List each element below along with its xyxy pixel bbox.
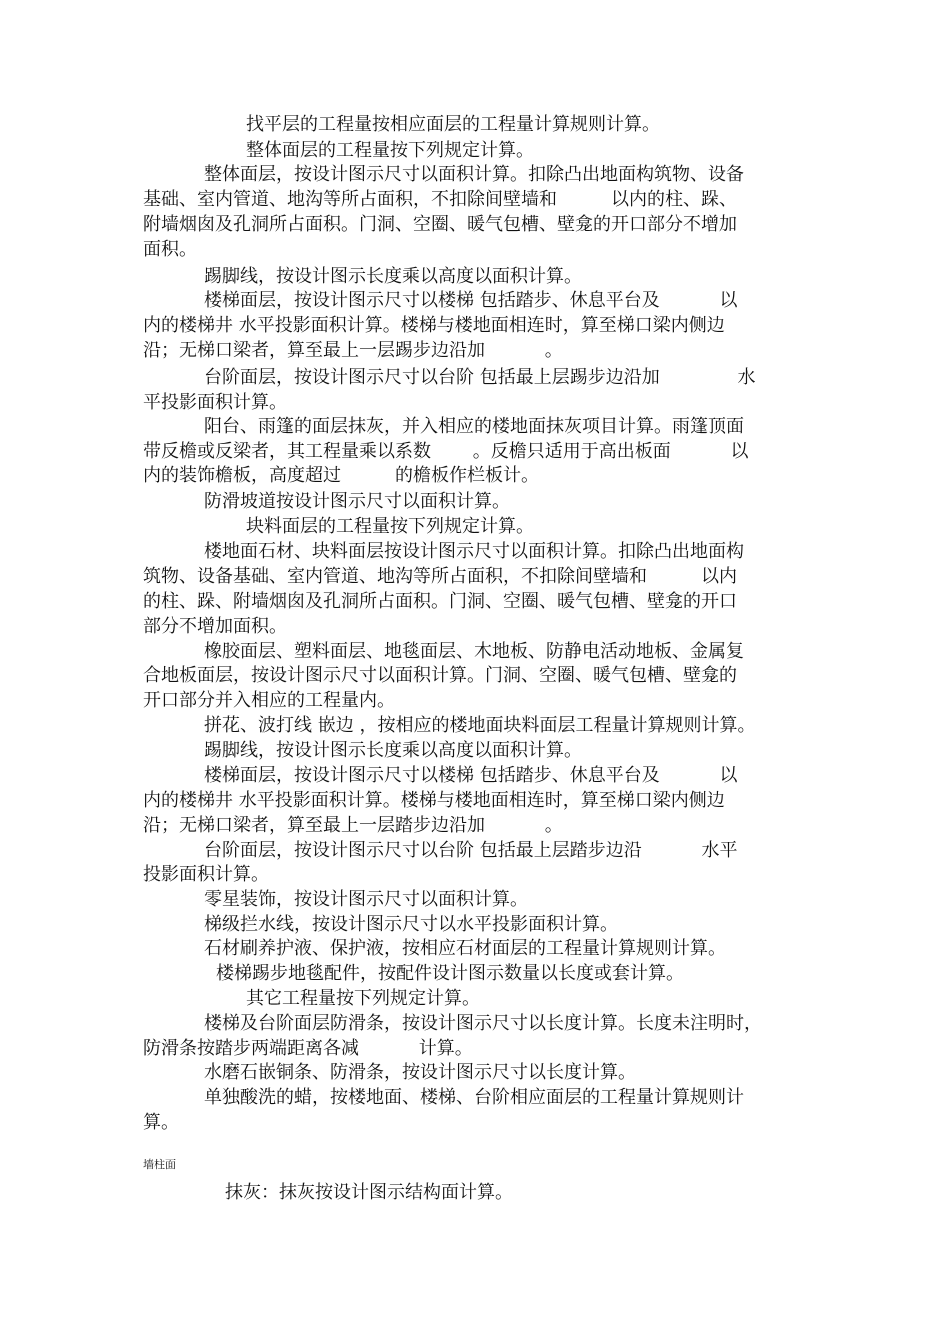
- text-line-30: 台阶面层，按设计图示尺寸以台阶 包括最上层踏步边沿 水平: [204, 840, 738, 861]
- text-line-38: 防滑条按踏步两端距离各减 计算。: [143, 1038, 473, 1059]
- text-line-12: 平投影面积计算。: [143, 392, 287, 413]
- text-line-41: 算。: [143, 1112, 179, 1133]
- text-line-16: 防滑坡道按设计图示尺寸以面积计算。: [204, 491, 510, 512]
- text-line-21: 部分不增加面积。: [143, 616, 287, 637]
- text-line-26: 踢脚线，按设计图示长度乘以高度以面积计算。: [204, 740, 582, 761]
- text-line-18: 楼地面石材、块料面层按设计图示尺寸以面积计算。扣除凸出地面构: [204, 541, 744, 562]
- text-line-7: 踢脚线，按设计图示长度乘以高度以面积计算。: [204, 266, 582, 287]
- text-line-39: 水磨石嵌铜条、防滑条，按设计图示尺寸以长度计算。: [204, 1062, 636, 1083]
- text-line-33: 梯级拦水线，按设计图示尺寸以水平投影面积计算。: [204, 914, 618, 935]
- text-line-31: 投影面积计算。: [143, 864, 269, 885]
- text-line-9: 内的楼梯井 水平投影面积计算。楼梯与楼地面相连时，算至梯口梁内侧边: [143, 315, 725, 336]
- text-line-23: 合地板面层，按设计图示尺寸以面积计算。门洞、空圈、暖气包槽、壁龛的: [143, 665, 737, 686]
- text-line-34: 石材刷养护液、保护液，按相应石材面层的工程量计算规则计算。: [204, 938, 726, 959]
- text-line-8: 楼梯面层，按设计图示尺寸以楼梯 包括踏步、休息平台及 以: [204, 290, 738, 311]
- text-line-29: 沿；无梯口梁者，算至最上一层踏步边沿加 。: [143, 815, 563, 836]
- text-line-6: 面积。: [143, 239, 197, 260]
- text-line-35: 楼梯踢步地毯配件，按配件设计图示数量以长度或套计算。: [216, 963, 684, 984]
- text-line-22: 橡胶面层、塑料面层、地毯面层、木地板、防静电活动地板、金属复: [204, 641, 744, 662]
- text-line-19: 筑物、设备基础、室内管道、地沟等所占面积，不扣除间壁墙和 以内: [143, 566, 737, 587]
- text-line-17: 块料面层的工程量按下列规定计算。: [246, 516, 534, 537]
- text-line-13: 阳台、雨篷的面层抹灰，并入相应的楼地面抹灰项目计算。雨篷顶面: [204, 416, 744, 437]
- text-line-2: 整体面层的工程量按下列规定计算。: [246, 140, 534, 161]
- text-line-40: 单独酸洗的蜡，按楼地面、楼梯、台阶相应面层的工程量计算规则计: [204, 1087, 744, 1108]
- text-line-15: 内的装饰檐板，高度超过 的檐板作栏板计。: [143, 465, 539, 486]
- text-line-25: 拼花、波打线 嵌边 ，按相应的楼地面块料面层工程量计算规则计算。: [204, 715, 756, 736]
- text-line-24: 开口部分并入相应的工程量内。: [143, 690, 395, 711]
- section-heading: 墙柱面: [143, 1158, 176, 1171]
- text-line-27: 楼梯面层，按设计图示尺寸以楼梯 包括踏步、休息平台及 以: [204, 765, 738, 786]
- text-line-37: 楼梯及台阶面层防滑条，按设计图示尺寸以长度计算。长度未注明时，: [204, 1013, 762, 1034]
- text-line-28: 内的楼梯井 水平投影面积计算。楼梯与楼地面相连时，算至梯口梁内侧边: [143, 790, 725, 811]
- text-line-10: 沿；无梯口梁者，算至最上一层踢步边沿加 。: [143, 340, 563, 361]
- text-line-14: 带反檐或反梁者，其工程量乘以系数 。反檐只适用于高出板面 以: [143, 441, 749, 462]
- text-line-4: 基础、室内管道、地沟等所占面积，不扣除间壁墙和 以内的柱、跺、: [143, 189, 737, 210]
- text-line-32: 零星装饰，按设计图示尺寸以面积计算。: [204, 889, 528, 910]
- text-line-11: 台阶面层，按设计图示尺寸以台阶 包括最上层踢步边沿加 水: [204, 367, 756, 388]
- text-line-3: 整体面层，按设计图示尺寸以面积计算。扣除凸出地面构筑物、设备: [204, 164, 744, 185]
- text-line-1: 找平层的工程量按相应面层的工程量计算规则计算。: [246, 114, 660, 135]
- text-line-last: 抹灰：抹灰按设计图示结构面计算。: [225, 1182, 513, 1203]
- text-line-20: 的柱、跺、附墙烟囱及孔洞所占面积。门洞、空圈、暖气包槽、壁龛的开口: [143, 591, 737, 612]
- text-line-36: 其它工程量按下列规定计算。: [246, 988, 480, 1009]
- text-line-5: 附墙烟囱及孔洞所占面积。门洞、空圈、暖气包槽、壁龛的开口部分不增加: [143, 214, 737, 235]
